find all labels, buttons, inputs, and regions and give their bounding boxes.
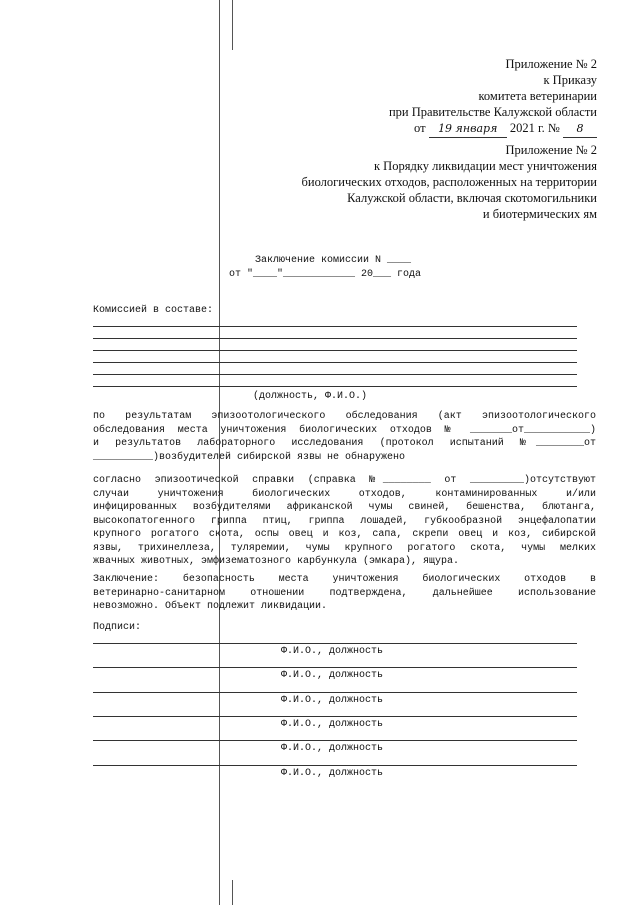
scan-line-right [232, 0, 233, 50]
signature-line-2 [93, 667, 577, 668]
commission-line-6 [93, 386, 577, 387]
date-prefix: от [414, 121, 426, 135]
header2-line1: Приложение № 2 [505, 143, 597, 157]
p2-line3: инфицированных возбудителями африканской чумы свиней, бешенства, блютанга, [93, 502, 596, 513]
signature-caption-4: Ф.И.О., должность [281, 719, 384, 730]
signature-line-5 [93, 740, 577, 741]
commission-label: Комиссией в составе: [93, 305, 214, 316]
signature-line-3 [93, 692, 577, 693]
p1-line4: __________)возбудителей сибирской язвы не обнаружено [93, 451, 406, 463]
p2-line5: крупного рогатого скота, оспы овец и коз, сапа, скрепи овец и коз, сибирской [93, 529, 596, 540]
date-year: 2021 г. № [509, 121, 560, 135]
header2-line5: и биотермических ям [482, 207, 597, 221]
header-appendix-order [277, 56, 597, 138]
p1-line2: обследования места уничтожения биологических отходов № _______от___________) [93, 424, 596, 436]
commission-line-3 [93, 350, 577, 351]
signature-line-1 [93, 643, 577, 644]
document-title [229, 254, 489, 281]
scan-line-bottom [232, 880, 233, 905]
date-handwritten: 19 января [429, 121, 507, 138]
header2-line4: Калужской области, включая скотомогильники [347, 191, 597, 205]
p1-line3: и результатов лабораторного исследования (протокол испытаний №________от [93, 438, 596, 449]
header2-line3: биологических отходов, расположенных на территории [301, 175, 597, 189]
paragraph-reference [93, 474, 596, 569]
p3-line1: Заключение: безопасность места уничтожения биологических отходов в [93, 574, 596, 585]
header1-line3: комитета ветеринарии [478, 89, 597, 103]
commission-line-5 [93, 374, 577, 375]
p2-line4: высокопатогенного гриппа птиц, гриппа лошадей, губкообразной энцефалопатии [93, 515, 596, 527]
p2-line1: согласно эпизоотической справки (справка №________ от _________)отсутствуют [93, 475, 596, 486]
p2-line7: жвачных животных, эмфизематозного карбункула (эмкара), ящура. [93, 556, 460, 567]
header2-line2: к Порядку ликвидации мест уничтожения [373, 159, 597, 173]
p1-line1: по результатам эпизоотологического обследования (акт эпизоотологического [93, 411, 596, 422]
p2-line6: язвы, трихинеллеза, туляремии, чумы крупного рогатого скота, чумы мелких [93, 542, 596, 554]
commission-line-1 [93, 326, 577, 327]
p2-line2: случаи уничтожения биологических отходов, контаминированных и/или [93, 488, 596, 500]
paragraph-results [93, 410, 596, 464]
signature-caption-1: Ф.И.О., должность [281, 646, 384, 657]
signature-caption-5: Ф.И.О., должность [281, 743, 384, 754]
commission-caption: (должность, Ф.И.О.) [252, 391, 368, 402]
title-line2: от "____"____________ 20___ года [229, 268, 422, 280]
signature-line-4 [93, 716, 577, 717]
commission-line-2 [93, 338, 577, 339]
signature-caption-2: Ф.И.О., должность [281, 670, 384, 681]
p3-line3: невозможно. Объект подлежит ликвидации. [93, 601, 328, 612]
p3-line2: ветеринарно-санитарном отношении подтверждена, дальнейшее использование [93, 587, 596, 599]
signatures-label: Подписи: [93, 622, 142, 633]
header1-date-line [277, 120, 597, 138]
header-appendix-procedure [237, 142, 597, 222]
commission-line-4 [93, 362, 577, 363]
signature-caption-3: Ф.И.О., должность [281, 695, 384, 706]
header1-line1: Приложение № 2 [505, 57, 597, 71]
paragraph-conclusion [93, 573, 596, 614]
signature-caption-6: Ф.И.О., должность [281, 768, 384, 779]
number-handwritten: 8 [563, 121, 597, 138]
header1-line4: при Правительстве Калужской области [388, 105, 597, 119]
signature-line-6 [93, 765, 577, 766]
title-line1: Заключение комиссии N ____ [255, 255, 412, 266]
header1-line2: к Приказу [543, 73, 597, 87]
